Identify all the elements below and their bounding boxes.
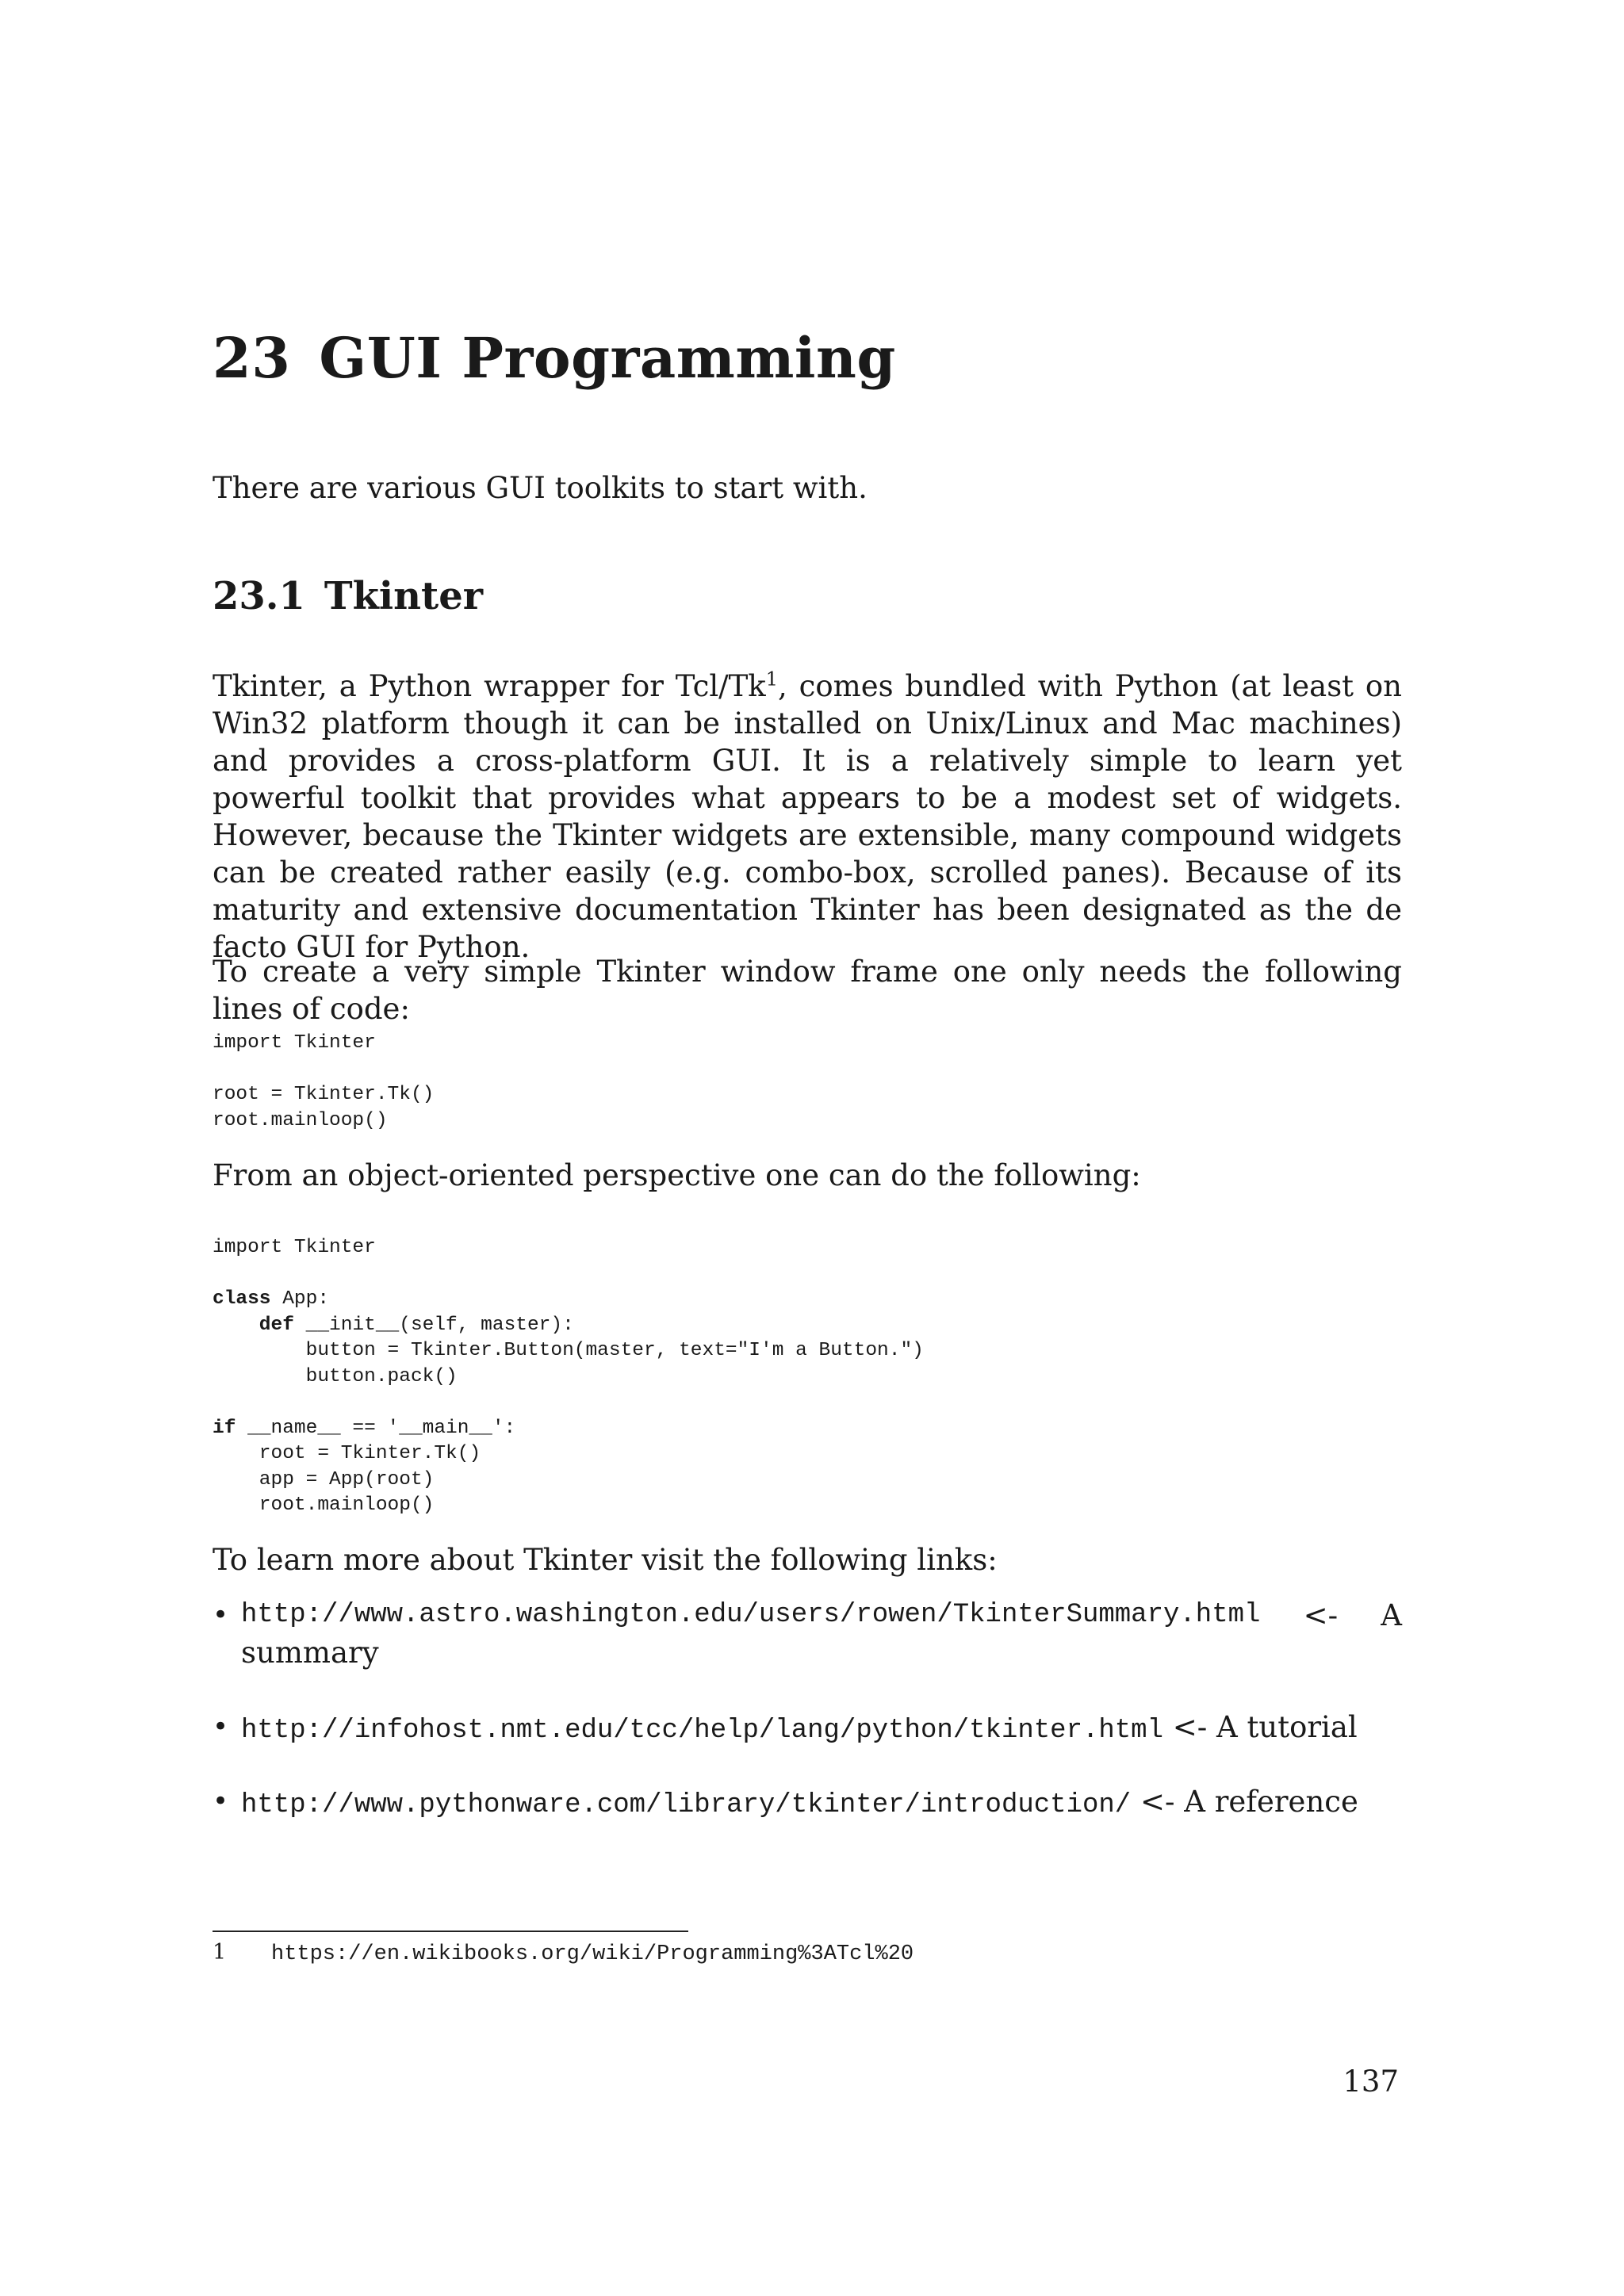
tkinter-paragraph bbox=[213, 668, 1402, 966]
link-note: <- A reference bbox=[1139, 1785, 1358, 1819]
code-line bbox=[213, 1313, 924, 1339]
code-line bbox=[213, 1468, 924, 1494]
code-keyword: class bbox=[213, 1288, 271, 1310]
footnote bbox=[213, 1939, 914, 1968]
link-note-wrap: summary bbox=[241, 1636, 379, 1670]
code-line bbox=[213, 1390, 924, 1416]
tkinter-summary-link[interactable]: http://www.astro.washington.edu/users/rowen/TkinterSummary.html bbox=[241, 1600, 1261, 1630]
code-block-object-oriented bbox=[213, 1235, 924, 1519]
chapter-number: 23 bbox=[213, 325, 291, 391]
code-text: __name__ == '__main__': bbox=[236, 1417, 516, 1439]
intro-paragraph: There are various GUI toolkits to start with. bbox=[213, 471, 868, 505]
code-line bbox=[213, 1364, 924, 1391]
footnote-url[interactable]: https://en.wikibooks.org/wiki/Programming%3ATcl%20 bbox=[271, 1942, 914, 1966]
bullet-icon: • bbox=[213, 1599, 229, 1631]
section-title-text: Tkinter bbox=[324, 574, 484, 618]
tkinter-paragraph-rest: , comes bundled with Python (at least on Win32 platform though it can be installed on Unix/Linux and Mac machines) and provides a cross-platform GUI. It is a relatively simple to learn yet powerful toolkit that provides what appears to be a modest set of widgets. However, because the Tkinter widgets are extensible, many compound widgets can be created rather easily (e.g. combo-box, scrolled panes). Because of its maturity and extensive documentation Tkinter has been designated as the de facto GUI for Python. bbox=[213, 669, 1402, 964]
code-keyword: if bbox=[213, 1417, 236, 1439]
tkinter-tutorial-link[interactable]: http://infohost.nmt.edu/tcc/help/lang/python/tkinter.html bbox=[241, 1716, 1163, 1746]
footnote-reference[interactable]: 1 bbox=[765, 668, 779, 691]
tkinter-paragraph-start: Tkinter, a Python wrapper for Tcl/Tk bbox=[213, 669, 766, 703]
footnote-divider bbox=[213, 1931, 688, 1932]
code-line bbox=[213, 1416, 924, 1442]
footnote-number: 1 bbox=[213, 1940, 227, 1965]
tkinter-reference-link[interactable]: http://www.pythonware.com/library/tkinter/introduction/ bbox=[241, 1790, 1132, 1820]
code-line: root.mainloop() bbox=[213, 1109, 388, 1131]
code-text: App: bbox=[270, 1288, 330, 1310]
code-line bbox=[213, 1441, 924, 1468]
code-text: root.mainloop() bbox=[213, 1494, 435, 1516]
chapter-title bbox=[213, 325, 896, 391]
chapter-title-text: GUI Programming bbox=[319, 325, 896, 391]
code-keyword: def bbox=[213, 1314, 294, 1336]
code-line bbox=[213, 1057, 434, 1083]
code-line bbox=[213, 1235, 924, 1261]
code-line bbox=[213, 1338, 924, 1364]
bullet-icon: • bbox=[213, 1711, 229, 1743]
create-window-paragraph: To create a very simple Tkinter window frame one only needs the following lines of code: bbox=[213, 955, 1402, 1026]
code-line bbox=[213, 1261, 924, 1288]
link-note-arrow: <- bbox=[1303, 1598, 1339, 1632]
object-oriented-paragraph: From an object-oriented perspective one can do the following: bbox=[213, 1158, 1141, 1192]
section-number: 23.1 bbox=[213, 574, 305, 618]
code-line bbox=[213, 1287, 924, 1313]
link-note: <- A tutorial bbox=[1172, 1710, 1358, 1744]
section-title bbox=[213, 574, 483, 618]
bullet-icon: • bbox=[213, 1785, 229, 1817]
code-text: app = App(root) bbox=[213, 1468, 435, 1490]
code-line: root = Tkinter.Tk() bbox=[213, 1084, 435, 1105]
code-text: root = Tkinter.Tk() bbox=[213, 1443, 481, 1464]
code-text: import Tkinter bbox=[213, 1237, 376, 1258]
learn-more-paragraph: To learn more about Tkinter visit the following links: bbox=[213, 1543, 998, 1577]
code-text: __init__(self, master): bbox=[293, 1314, 574, 1336]
code-line bbox=[213, 1493, 924, 1519]
code-block-simple bbox=[213, 1031, 434, 1134]
code-text: button.pack() bbox=[213, 1365, 458, 1387]
code-line: import Tkinter bbox=[213, 1032, 376, 1054]
code-text: button = Tkinter.Button(master, text="I'm a Button.") bbox=[213, 1340, 924, 1361]
page-number: 137 bbox=[1342, 2064, 1399, 2099]
link-note-word: A bbox=[1381, 1598, 1402, 1632]
